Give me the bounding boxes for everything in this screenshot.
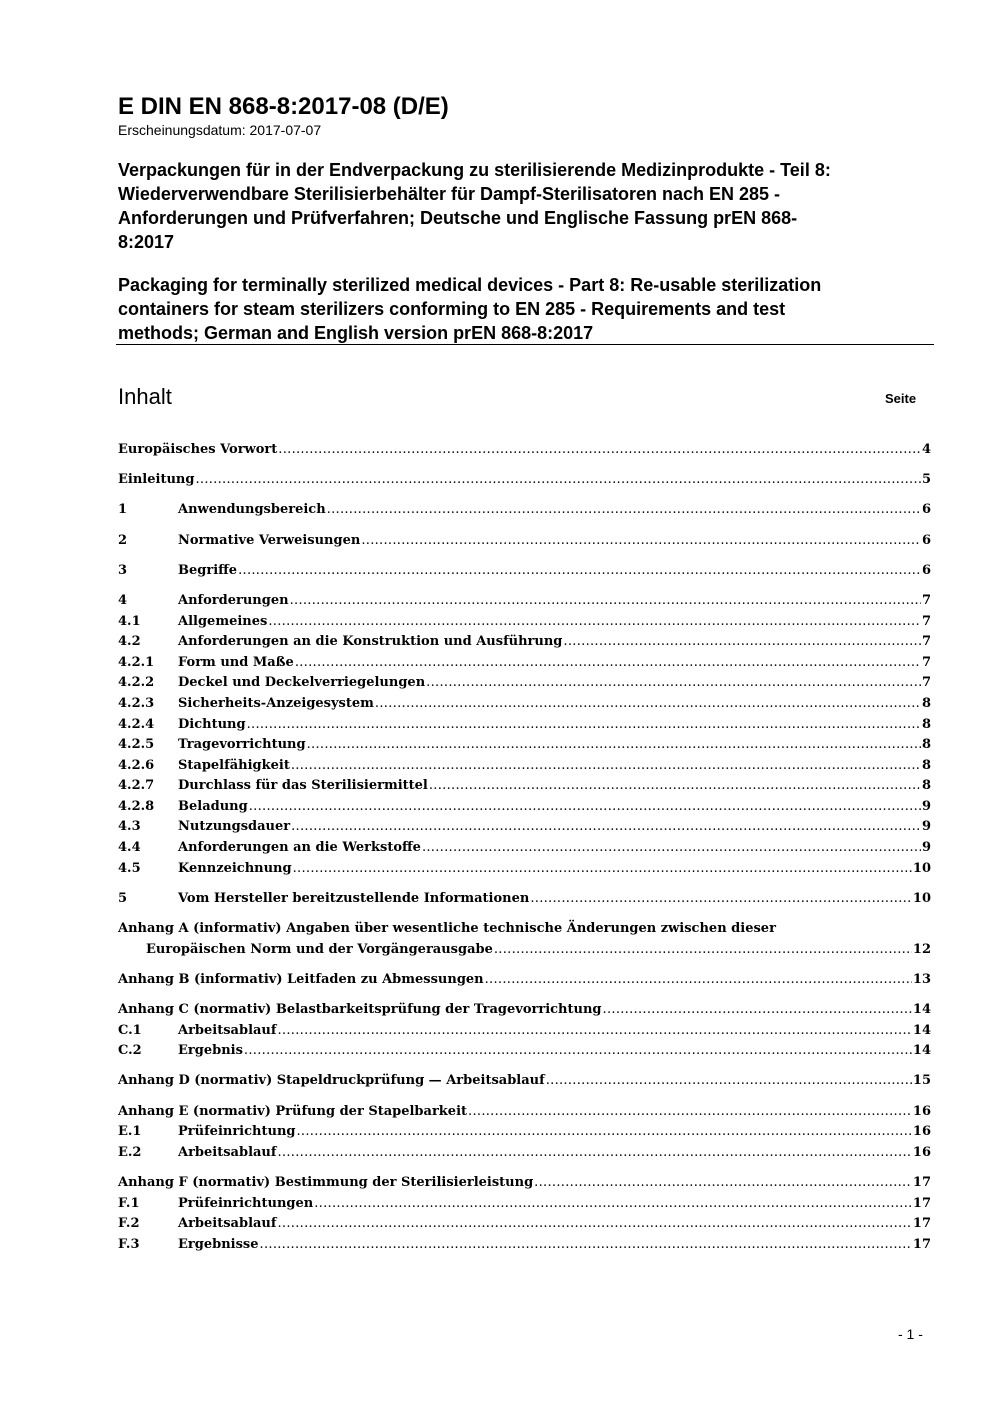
toc-entry-number: 4.5 <box>118 860 141 876</box>
toc-entry-number: 4.2.3 <box>118 695 155 711</box>
toc-entry-page: 17 <box>912 1236 931 1252</box>
toc-entry-number: 4.2.6 <box>118 757 155 773</box>
toc-entry[interactable] <box>118 797 931 818</box>
toc-leader-dots <box>291 756 921 777</box>
toc-entry-number: 4.3 <box>118 819 141 835</box>
toc-leader-dots <box>494 940 912 961</box>
toc-entry-number: F.1 <box>118 1195 140 1211</box>
toc-leader-dots <box>375 694 921 715</box>
toc-entry[interactable] <box>118 838 931 859</box>
toc-leader-dots <box>530 889 912 910</box>
title-english-line: methods; German and English version prEN 868-8:2017 <box>118 323 594 343</box>
toc-leader-dots <box>277 1021 911 1042</box>
toc-entry-number: 3 <box>118 562 128 578</box>
toc-entry-label: Sicherheits-Anzeigesystem <box>178 695 374 711</box>
toc-entry-page: 16 <box>912 1144 931 1160</box>
title-english-line: containers for steam sterilizers conforming to EN 285 - Requirements and test <box>118 299 786 319</box>
toc-leader-dots <box>293 859 912 880</box>
toc-entry[interactable] <box>118 735 931 756</box>
toc-entry-page: 17 <box>912 1174 931 1190</box>
toc-entry-page: 6 <box>921 532 931 548</box>
toc-entry-label: Anforderungen an die Konstruktion und Ausführung <box>178 634 563 650</box>
toc-section-main <box>118 440 931 909</box>
toc-entry[interactable] <box>118 1071 931 1092</box>
toc-entry-label: Ergebnisse <box>178 1236 259 1252</box>
toc-entry-page: 17 <box>912 1195 931 1211</box>
toc-entry-number: F.3 <box>118 1236 140 1252</box>
toc-entry[interactable] <box>118 859 931 880</box>
toc-entry-page: 13 <box>912 971 931 987</box>
toc-page-column-label: Seite <box>885 391 917 406</box>
toc-entry-number: C.1 <box>118 1022 142 1038</box>
toc-leader-dots <box>307 735 921 756</box>
toc-entry[interactable] <box>118 531 931 552</box>
toc-entry[interactable] <box>118 1143 931 1164</box>
toc-leader-dots <box>546 1071 912 1092</box>
toc-entry-page: 4 <box>921 442 931 457</box>
toc-entry-label: Europäisches Vorwort <box>118 442 278 457</box>
title-english-line: Packaging for terminally sterilized medical devices - Part 8: Re-usable sterilization <box>118 275 822 295</box>
toc-entry-label: Deckel und Deckelverriegelungen <box>178 675 426 691</box>
title-german-line: 8:2017 <box>118 232 175 252</box>
toc-entry-label: Einleitung <box>118 472 195 488</box>
toc-entry-number: E.1 <box>118 1124 142 1140</box>
toc-entry-page: 9 <box>921 819 931 835</box>
toc-entry[interactable] <box>118 817 931 838</box>
page-number: - 1 - <box>898 1326 923 1342</box>
title-german-line: Wiederverwendbare Sterilisierbehälter für Dampf-Sterilisatoren nach EN 285 - <box>118 184 781 204</box>
toc-entry[interactable] <box>118 694 931 715</box>
toc-entry-label: Vom Hersteller bereitzustellende Informationen <box>178 890 530 906</box>
toc-entry[interactable] <box>118 500 931 521</box>
toc-entry-label: Form und Maße <box>178 654 294 670</box>
toc-entry-label: Europäischen Norm und der Vorgängerausgabe <box>146 941 493 957</box>
toc-entry-label: Anhang B (informativ) Leitfaden zu Abmessungen <box>118 971 484 987</box>
toc-entry-number: 4.2.7 <box>118 778 155 794</box>
toc-entry[interactable] <box>118 612 931 633</box>
toc-entry[interactable] <box>118 1041 931 1062</box>
toc-leader-dots <box>278 440 921 461</box>
toc-section-annexes <box>118 970 931 1256</box>
title-german <box>118 158 918 254</box>
toc-entry-number: 1 <box>118 502 128 518</box>
toc-entry-label: Tragevorrichtung <box>178 737 306 753</box>
toc-entry[interactable] <box>118 1214 931 1235</box>
toc-leader-dots <box>195 470 921 491</box>
title-english <box>118 273 918 345</box>
toc-leader-dots <box>361 531 921 552</box>
toc-entry-label: Stapelfähigkeit <box>178 757 290 773</box>
document-id: E DIN EN 868-8:2017-08 (D/E) <box>118 93 449 120</box>
toc-entry[interactable] <box>118 632 931 653</box>
toc-entry[interactable] <box>118 1000 931 1021</box>
toc-entry-label: Dichtung <box>178 716 246 732</box>
toc-entry[interactable] <box>118 591 931 612</box>
toc-entry[interactable] <box>118 1102 931 1123</box>
toc-entry-label: Anhang F (normativ) Bestimmung der Sterilisierleistung <box>118 1174 534 1190</box>
toc-entry-number: E.2 <box>118 1144 142 1160</box>
toc-entry-label: Anhang D (normativ) Stapeldruckprüfung — Arbeitsablauf <box>118 1073 545 1089</box>
toc-leader-dots <box>426 673 921 694</box>
toc-entry[interactable] <box>118 1173 931 1194</box>
title-german-line: Anforderungen und Prüfverfahren; Deutsche und Englische Fassung prEN 868- <box>118 208 798 228</box>
toc-entry-page: 16 <box>912 1103 931 1119</box>
toc-leader-dots <box>485 970 912 991</box>
toc-entry-label: Arbeitsablauf <box>178 1216 277 1232</box>
toc-leader-dots <box>563 632 921 653</box>
toc-leader-dots <box>422 838 921 859</box>
toc-entry-label: Anhang C (normativ) Belastbarkeitsprüfung der Tragevorrichtung <box>118 1002 602 1017</box>
toc-entry[interactable] <box>118 673 931 694</box>
header-divider <box>116 344 934 345</box>
toc-entry-number: 4.4 <box>118 840 141 856</box>
toc-entry-page: 10 <box>912 860 931 876</box>
toc-entry[interactable] <box>118 776 931 797</box>
toc-entry-page: 5 <box>921 472 931 488</box>
toc-entry[interactable] <box>118 715 931 736</box>
toc-entry[interactable] <box>118 561 931 582</box>
toc-entry-number: 4.2.2 <box>118 675 155 691</box>
toc-entry-page: 7 <box>921 634 931 650</box>
toc-entry-number: 4.1 <box>118 613 141 629</box>
toc-entry-label: Anforderungen <box>178 592 289 608</box>
toc-entry-label: Anforderungen an die Werkstoffe <box>178 840 421 856</box>
publication-date: Erscheinungsdatum: 2017-07-07 <box>118 122 322 138</box>
toc-entry[interactable] <box>118 470 931 491</box>
toc-entry-number: 4.2.1 <box>118 654 155 670</box>
toc-entry-number: 5 <box>118 890 128 906</box>
toc-entry-page: 17 <box>912 1216 931 1232</box>
toc-entry-page: 8 <box>921 757 931 773</box>
toc-entry-label: Kennzeichnung <box>178 860 292 876</box>
toc-leader-dots <box>277 1214 911 1235</box>
toc-entry-page: 7 <box>921 613 931 629</box>
toc-entry-page: 12 <box>912 941 931 957</box>
toc-heading: Inhalt <box>118 384 172 409</box>
toc-entry-number: 4 <box>118 592 128 608</box>
toc-leader-dots <box>268 612 921 633</box>
toc-entry-continuation <box>118 940 931 961</box>
toc-entry-number: 4.2 <box>118 634 141 650</box>
toc-entry-page: 14 <box>912 1022 931 1038</box>
toc-entry-page: 9 <box>921 840 931 856</box>
toc-entry[interactable] <box>118 1122 931 1143</box>
toc-entry-label: Anhang A (informativ) Angaben über wesentliche technische Änderungen zwischen dieser <box>118 921 776 937</box>
toc-entry-page: 8 <box>921 737 931 753</box>
toc-entry-page: 16 <box>912 1124 931 1140</box>
toc-leader-dots <box>296 1122 911 1143</box>
toc-entry-page: 8 <box>921 778 931 794</box>
toc-leader-dots <box>314 1194 912 1215</box>
toc-entry-label: Ergebnis <box>178 1043 243 1059</box>
toc-leader-dots <box>429 776 921 797</box>
toc-leader-dots <box>244 1041 912 1062</box>
toc-leader-dots <box>295 653 921 674</box>
toc-entry[interactable] <box>118 1235 931 1256</box>
toc-entry[interactable] <box>118 756 931 777</box>
toc-entry-page: 6 <box>921 562 931 578</box>
toc-entry-number: 4.2.5 <box>118 737 155 753</box>
toc-leader-dots <box>290 591 921 612</box>
toc-entry[interactable] <box>118 1021 931 1042</box>
toc-entry-page: 7 <box>921 654 931 670</box>
toc-leader-dots <box>327 500 921 521</box>
toc-entry-page: 14 <box>912 1002 931 1017</box>
toc-leader-dots <box>247 715 921 736</box>
toc-leader-dots <box>291 817 921 838</box>
toc-entry-page: 10 <box>912 890 931 906</box>
toc-entry-label: Prüfeinrichtungen <box>178 1195 314 1211</box>
toc-entry-page: 14 <box>912 1043 931 1059</box>
toc-entry-number: 4.2.4 <box>118 716 155 732</box>
toc-leader-dots <box>468 1102 912 1123</box>
toc-entry-label: Begriffe <box>178 562 238 578</box>
toc-entry-page: 8 <box>921 695 931 711</box>
toc-entry-label: Prüfeinrichtung <box>178 1124 296 1140</box>
toc-entry[interactable] <box>118 970 931 991</box>
toc-entry[interactable] <box>118 1194 931 1215</box>
toc-leader-dots <box>249 797 921 818</box>
toc-entry-label: Nutzungsdauer <box>178 819 291 835</box>
toc-entry-number: 4.2.8 <box>118 798 155 814</box>
toc-entry-label: Beladung <box>178 798 248 814</box>
toc-entry[interactable] <box>118 440 931 461</box>
title-german-line: Verpackungen für in der Endverpackung zu sterilisierende Medizinprodukte - Teil 8: <box>118 160 831 180</box>
table-of-contents <box>118 440 931 1255</box>
toc-entry-number: 2 <box>118 532 128 548</box>
toc-entry-page: 15 <box>912 1073 931 1089</box>
toc-leader-dots <box>260 1235 912 1256</box>
toc-entry-page: 6 <box>921 502 931 518</box>
toc-entry-label: Anwendungsbereich <box>178 502 326 518</box>
toc-entry-label: Arbeitsablauf <box>178 1144 277 1160</box>
toc-entry-number: C.2 <box>118 1043 142 1059</box>
toc-leader-dots <box>534 1173 912 1194</box>
toc-entry-number: F.2 <box>118 1216 140 1232</box>
toc-entry-label: Arbeitsablauf <box>178 1022 277 1038</box>
toc-entry-page: 9 <box>921 798 931 814</box>
toc-leader-dots <box>238 561 921 582</box>
toc-entry-label: Allgemeines <box>178 613 268 629</box>
toc-leader-dots <box>603 1000 912 1021</box>
toc-entry-page: 7 <box>921 592 931 608</box>
toc-entry-annex-a[interactable] <box>118 919 931 960</box>
toc-entry-label: Normative Verweisungen <box>178 532 361 548</box>
toc-entry-page: 7 <box>921 675 931 691</box>
toc-entry-page: 8 <box>921 716 931 732</box>
toc-entry[interactable] <box>118 653 931 674</box>
toc-leader-dots <box>277 1143 911 1164</box>
toc-entry[interactable] <box>118 889 931 910</box>
toc-entry-label: Durchlass für das Sterilisiermittel <box>178 778 428 794</box>
toc-entry-label: Anhang E (normativ) Prüfung der Stapelbarkeit <box>118 1103 468 1119</box>
